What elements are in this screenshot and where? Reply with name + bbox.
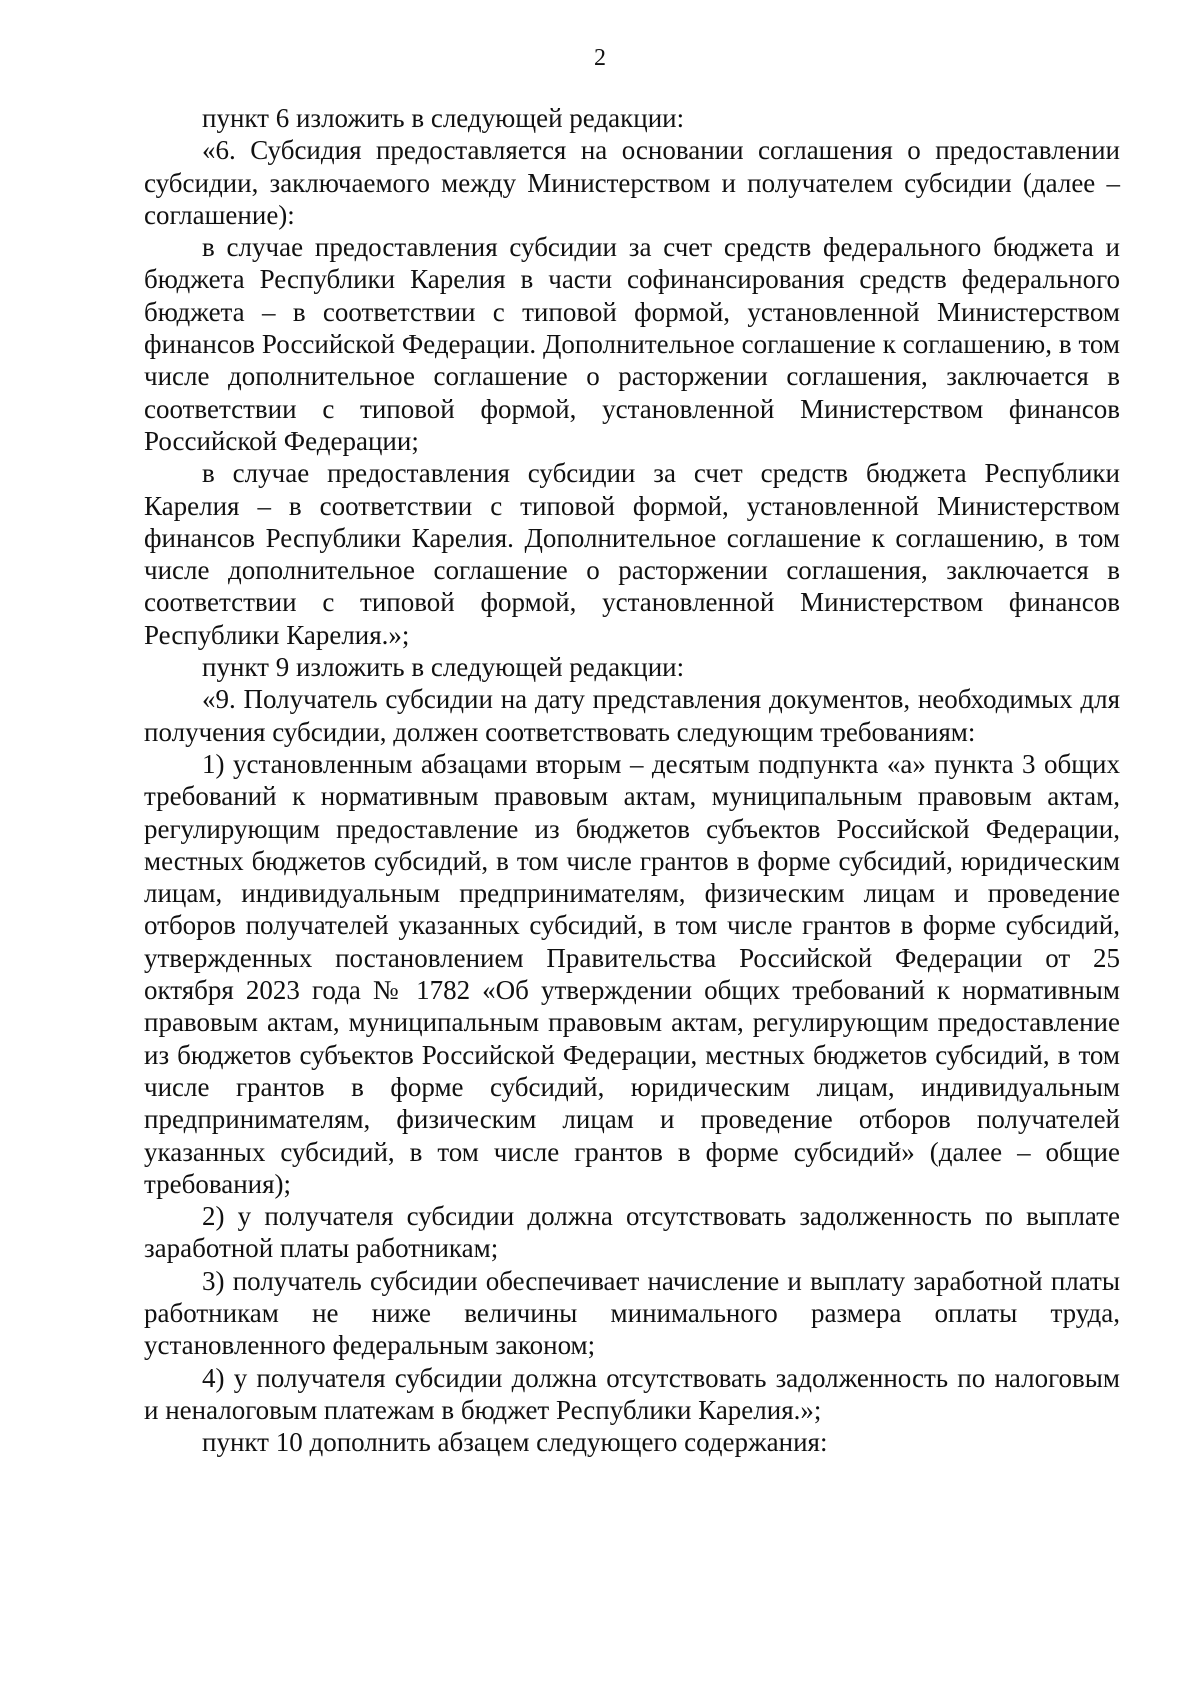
paragraph-requirement-1: 1) установленным абзацами вторым – десятым подпункта «а» пункта 3 общих требований к нормативным правовым актам, муниципальным правовым актам, регулирующим предоставление из бюджетов субъектов Российской Федерации, местных бюджетов субсидий, в том числе грантов в форме субсидий, юридическим лицам, индивидуальным предпринимателям, физическим лицам и проведение отборов получателей указанных субсидий, в том числе грантов в форме субсидий, утвержденных постановлением Правительства Российской Федерации от 25 октября 2023 года № 1782 «Об утверждении общих требований к нормативным правовым актам, муниципальным правовым актам, регулирующим предоставление из бюджетов субъектов Российской Федерации, местных бюджетов субсидий, в том числе грантов в форме субсидий, юридическим лицам, индивидуальным предпринимателям, физическим лицам и проведение отборов получателей указанных субсидий, в том числе грантов в форме субсидий» (далее – общие требования);: [144, 748, 1120, 1199]
paragraph-amend-point-9: пункт 9 изложить в следующей редакции:: [202, 652, 685, 683]
paragraph-requirement-4: 4) у получателя субсидии должна отсутствовать задолженность по налоговым и неналоговым платежам в бюджет Республики Карелия.»;: [144, 1362, 1120, 1425]
paragraph-federal-budget-case: в случае предоставления субсидии за счет средств федерального бюджета и бюджета Республики Карелия в части софинансирования средств федерального бюджета – в соответствии с типовой формой, установленной Министерством финансов Российской Федерации. Дополнительное соглашение к соглашению, в том числе дополнительное соглашение о расторжении соглашения, заключается в соответствии с типовой формой, установленной Министерством финансов Российской Федерации;: [144, 232, 1120, 456]
document-body: [144, 102, 1120, 1458]
paragraph-point-9-text: «9. Получатель субсидии на дату представления документов, необходимых для получения субсидии, должен соответствовать следующим требованиям:: [144, 684, 1120, 747]
paragraph-point-6-text: «6. Субсидия предоставляется на основании соглашения о предоставлении субсидии, заключаемого между Министерством и получателем субсидии (далее – соглашение):: [144, 135, 1120, 230]
paragraph-amend-point-10: пункт 10 дополнить абзацем следующего содержания:: [202, 1427, 828, 1458]
paragraph-republic-budget-case: в случае предоставления субсидии за счет средств бюджета Республики Карелия – в соответствии с типовой формой, установленной Министерством финансов Республики Карелия. Дополнительное соглашение к соглашению, в том числе дополнительное соглашение о расторжении соглашения, заключается в соответствии с типовой формой, установленной Министерством финансов Республики Карелия.»;: [144, 458, 1120, 650]
paragraph-requirement-2: 2) у получателя субсидии должна отсутствовать задолженность по выплате заработной платы работникам;: [144, 1201, 1120, 1264]
paragraph-requirement-3: 3) получатель субсидии обеспечивает начисление и выплату заработной платы работникам не ниже величины минимального размера оплаты труда, установленного федеральным законом;: [144, 1265, 1120, 1361]
page-number: 2: [594, 45, 606, 71]
paragraph-amend-point-6: пункт 6 изложить в следующей редакции:: [202, 103, 685, 133]
